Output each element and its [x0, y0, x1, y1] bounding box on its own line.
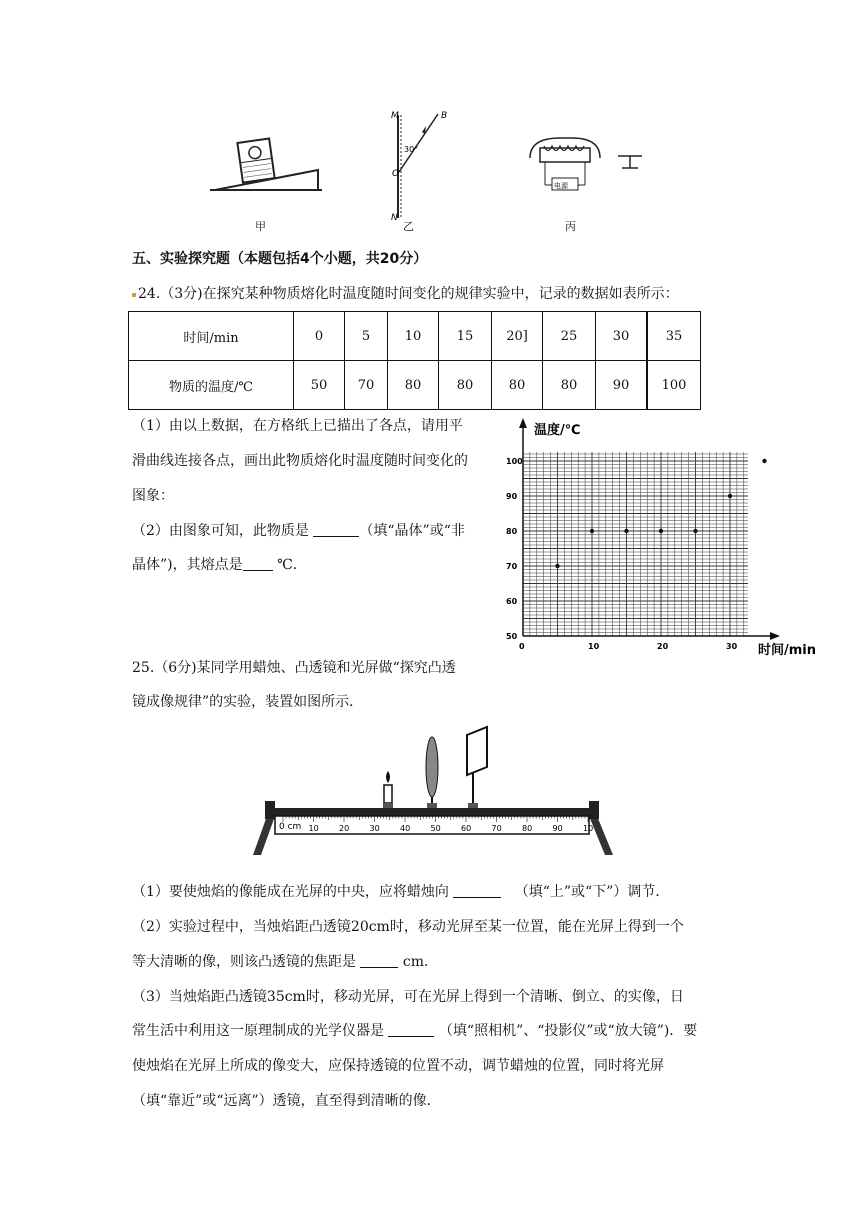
label-jia: 甲 [255, 220, 266, 233]
figure-bing [530, 138, 642, 190]
ruler-label: 20 [339, 824, 350, 833]
y-tick-label: 70 [506, 562, 518, 571]
table-cell: 50 [294, 361, 345, 410]
x-tick-label: 20 [657, 642, 669, 651]
ruler-label: 90 [552, 824, 563, 833]
data-point [693, 529, 697, 533]
table-cell: 80 [543, 361, 596, 410]
q25-s3-line3: 使烛焰在光屏上所成的像变大，应保持透镜的位置不动，调节蜡烛的位置，同时将光屏 [132, 1058, 664, 1074]
table-cell: 25 [543, 312, 596, 361]
table-header-temp: 物质的温度/℃ [129, 361, 294, 410]
data-point [555, 564, 559, 568]
label-n: N [391, 213, 398, 223]
data-point [590, 529, 594, 533]
section-title: 五、实验探究题（本题包括4个小题，共20分） [132, 251, 428, 267]
table-cell: 80 [439, 361, 492, 410]
x-tick-label: 0 [519, 642, 525, 651]
q25-line2: 镜成像规律”的实验，装置如图所示． [132, 694, 364, 710]
y-tick-label: 50 [506, 632, 518, 641]
q24-table [128, 311, 701, 410]
ruler-label: 50 [430, 824, 441, 833]
label-power: 电源 [554, 182, 568, 190]
y-axis-label: 温度/℃ [534, 423, 581, 438]
ruler-label: 40 [400, 824, 411, 833]
q24-p2-line1: （2）由图象可知，此物质是 （填“晶体”或“非 [132, 523, 465, 539]
table-cell: 80 [492, 361, 543, 410]
label-bing: 丙 [565, 220, 576, 233]
y-tick-label: 80 [506, 527, 518, 536]
q25-s3-line1: （3）当烛焰距凸透镜35cm时，移动光屏，可在光屏上得到一个清晰、倒立、的实像，日 [132, 989, 684, 1005]
table-cell: 15 [439, 312, 492, 361]
ruler-label: 10 [583, 824, 594, 833]
ruler-label: 80 [522, 824, 533, 833]
chart-grid [523, 452, 748, 636]
q24-p1-line2: 滑曲线连接各点，画出此物质熔化时温度随时间变化的 [132, 453, 468, 469]
q25-s3-line4: （填“靠近”或“远离”）透镜，直至得到清晰的像． [132, 1093, 441, 1109]
label-b: B [441, 111, 448, 121]
y-tick-label: 60 [506, 597, 518, 606]
table-cell: 10 [388, 312, 439, 361]
convex-lens [426, 737, 438, 808]
light-screen [467, 727, 487, 808]
table-cell: 30 [596, 312, 648, 361]
label-o: O [392, 169, 400, 179]
table-cell: 90 [596, 361, 648, 410]
table-header-time: 时间/min [129, 312, 294, 361]
answer-blank-direction[interactable] [453, 883, 501, 898]
data-point [728, 494, 732, 498]
answer-blank-instrument[interactable] [388, 1022, 434, 1037]
q25-s2-line2: 等大清晰的像，则该凸透镜的焦距是 cm． [132, 954, 439, 970]
y-tick-label: 90 [506, 492, 518, 501]
candle [383, 771, 393, 808]
table-row [129, 312, 701, 361]
x-tick-label: 30 [726, 642, 738, 651]
answer-blank-melting-point[interactable] [243, 556, 273, 571]
table-cell: 35 [647, 312, 701, 361]
answer-blank-focal-length[interactable] [360, 953, 398, 968]
y-tick-label: 100 [506, 457, 523, 466]
q24-intro: 24.（3分)在探究某种物质熔化时温度随时间变化的规律实验中，记录的数据如表所示： [132, 284, 679, 304]
label-yi: 乙 [403, 220, 414, 233]
q24-p1-line3: 图象： [132, 488, 174, 504]
table-row [129, 361, 701, 410]
data-point [624, 529, 628, 533]
label-m: M [391, 111, 399, 121]
figure-jia [210, 139, 322, 190]
figure-yi [391, 111, 447, 223]
chart-axes [519, 418, 780, 640]
q25-s2-line1: （2）实验过程中，当烛焰距凸透镜20cm时，移动光屏至某一位置，能在光屏上得到一个 [132, 919, 684, 935]
ruler-label: 70 [491, 824, 502, 833]
table-cell: 70 [345, 361, 388, 410]
x-tick-label: 10 [588, 642, 600, 651]
ruler-unit: 0 cm [279, 822, 302, 832]
q25-s3-line2: 常生活中利用这一原理制成的光学仪器是 （填“照相机”、“投影仪”或“放大镜”)．要 [132, 1023, 698, 1039]
q24-p1-line1: （1）由以上数据，在方格纸上已描出了各点，请用平 [132, 418, 463, 434]
table-cell: 80 [388, 361, 439, 410]
table-cell: 100 [647, 361, 701, 410]
top-figures [200, 100, 660, 240]
table-cell: 0 [294, 312, 345, 361]
table-cell: 5 [345, 312, 388, 361]
bench-rail [267, 808, 597, 816]
q25-s1: （1）要使烛焰的像能成在光屏的中央，应将蜡烛向 （填“上”或“下”）调节． [132, 884, 670, 900]
table-cell: 20] [492, 312, 543, 361]
ruler-label: 60 [461, 824, 472, 833]
ruler-label: 30 [369, 824, 380, 833]
x-axis-label: 时间/min [758, 643, 817, 658]
data-point [659, 529, 663, 533]
optical-bench-figure [245, 705, 620, 860]
q24-p2-line2: 晶体”)，其熔点是 ℃． [132, 557, 307, 573]
ruler-label: 10 [308, 824, 319, 833]
data-point [762, 459, 766, 463]
q25-line1: 25.（6分)某同学用蜡烛、凸透镜和光屏做“探究凸透 [132, 660, 456, 676]
label-angle: 30° [404, 145, 419, 154]
answer-blank-crystal[interactable] [313, 522, 359, 537]
temperature-time-chart [490, 414, 830, 664]
